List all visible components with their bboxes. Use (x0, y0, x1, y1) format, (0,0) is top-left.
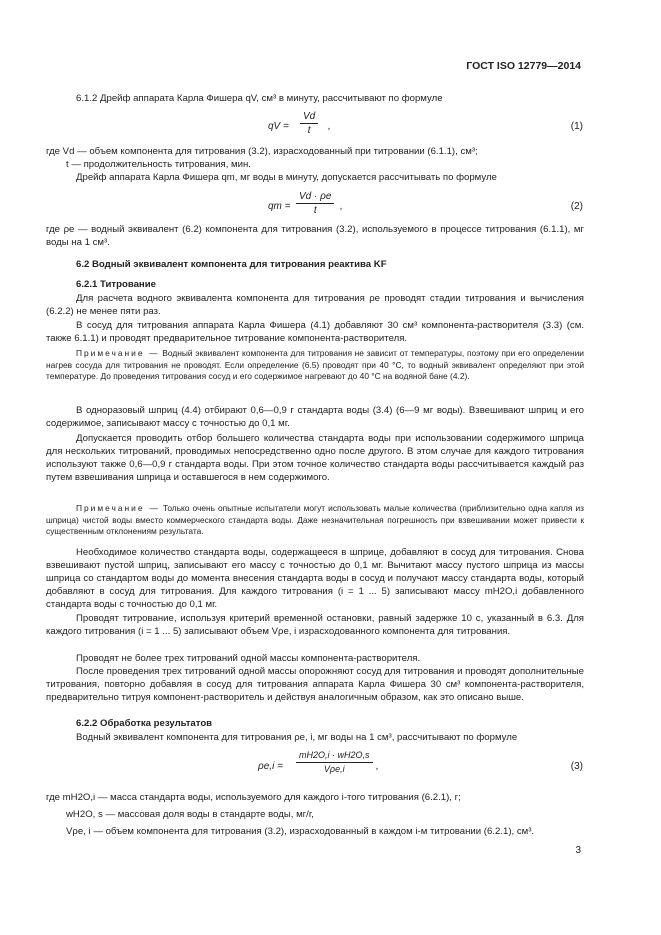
note-2-label: Примечание — (76, 503, 160, 513)
paragraph-water-equivalent: Водный эквивалент компонента для титрования ρe, i, мг воды на 1 см³, рассчитывают по формуле (76, 732, 518, 743)
paragraph-max-three: Проводят не более трех титрований одной массы компонента-растворителя. (76, 653, 421, 664)
paragraph-additional: После проведения трех титрований одной массы опорожняют сосуд для титрования и проводят дополнительные титрования, повторно добавляя в сосуд для титрования аппарата Карла Фишера 30 см³ компонента-растворителя, предварительно титруя компонент-растворитель и действуя аналогичным образом, как это описано выше. (46, 666, 584, 703)
note-2-text: Только очень опытные испытатели могут использовать малые количества (приблизительно одна капля из шприца) чистой воды вместо коммерческого стандарта воды. Даже незначительная погрешность при взвешивании может привести к существенным отклонениям результата. (46, 503, 584, 536)
formula-2-tail: , (340, 201, 343, 212)
paragraph-titration-1: Для расчета водного эквивалента компонента для титрования ρe проводят стадии титрования и вычисления (6.2.2) не менее пяти раз. (46, 293, 584, 317)
formula-3-numerator: mH2O,i · wH2O,s (296, 749, 373, 763)
formula-1-fraction (300, 110, 318, 137)
note-1-text: Водный эквивалент компонента для титрования не зависит от температуры, поэтому при его определении нагрев сосуда для титрования не проводят. Если определение (6.5) проводят при 40 °С, то водный эквивалент определяют при этой температуре. До проведения титрования сосуд и его содержимое нагревают до 40 °С на водяной бане (4.2). (46, 348, 584, 381)
formula-1-lhs: qV = (268, 121, 289, 132)
formula-2-fraction (296, 190, 334, 217)
paragraph-syringe: В одноразовый шприц (4.4) отбирают 0,6—0,9 г стандарта воды (3.4) (6—9 мг воды). Взвешивают шприц и его содержимое, записывают массу с точностью до 0,1 мг. (46, 405, 584, 429)
formula-3-tail: , (376, 761, 379, 772)
formula-2-denominator: t (313, 205, 317, 216)
where-m-h2o: где mH2O,i — масса стандарта воды, используемого для каждого i-того титрования (6.2.1), г; (46, 792, 461, 803)
note-2 (46, 503, 584, 538)
formula-3-number: (3) (570, 761, 583, 772)
paragraph-add-standard: Необходимое количество стандарта воды, содержащееся в шприце, добавляют в сосуд для титрования. Снова взвешивают пустой шприц, записывают его массу с точностью до 0,1 мг. Вычитают массу пустого шприца из массы шприца со стандартом воды до момента внесения стандарта воды в сосуд и получают массу стандарта воды, который добавляют в сосуд для титрования. Для каждого титрования (i = 1 ... 5) записывают массу mH2O,i добавленного стандарта воды с точностью до 0,1 мг. (46, 547, 584, 610)
where-t: t — продолжительность титрования, мин. (66, 159, 251, 170)
document-header: ГОСТ ISO 12779—2014 (466, 60, 581, 72)
formula-1-tail: , (328, 121, 331, 132)
paragraph-titration-2: В сосуд для титрования аппарата Карла Фишера (4.1) добавляют 30 см³ компонента-растворителя (3.3) (см. также 6.1.1) и проводят предварительное титрование компонента-растворителя. (46, 320, 584, 344)
paragraph-stop-criterion: Проводят титрование, используя критерий временной остановки, равный задержке 10 с, указанный в 6.3. Для каждого титрования (i = 1 ... 5) записывают объем Vρe, i израсходованного компонента для титрования. (46, 613, 584, 637)
formula-3-denominator: Vρe,i (323, 764, 345, 774)
formula-1-number: (1) (570, 121, 583, 132)
formula-3 (0, 749, 661, 789)
formula-2-numerator: Vd · ρe (296, 190, 334, 204)
formula-2-number: (2) (570, 201, 583, 212)
section-6-2-title: 6.2 Водный эквивалент компонента для титрования реактива KF (76, 259, 387, 270)
formula-2-lhs: qm = (268, 201, 291, 212)
paragraph-drift-qm: Дрейф аппарата Карла Фишера qm, мг воды в минуту, допускается рассчитывать по формуле (76, 172, 497, 183)
paragraph-6-1-2-intro: 6.1.2 Дрейф аппарата Карла Фишера qV, см³ в минуту, рассчитывают по формуле (76, 93, 443, 104)
where-w-h2o: wH2O, s — массовая доля воды в стандарте воды, мг/г, (66, 809, 314, 820)
where-rho-e: где ρe — водный эквивалент (6.2) компонента для титрования (3.2), используемого в процессе титрования (6.1.1), мг воды на 1 см³. (46, 224, 584, 248)
where-v-rho: Vρe, i — объем компонента для титрования (3.2), израсходованный в каждом i-м титровании (6.2.1), см³. (66, 826, 535, 837)
where-vd: где Vd — объем компонента для титрования (3.2), израсходованный при титровании (6.1.1), см³; (46, 146, 478, 157)
page-number: 3 (575, 845, 581, 856)
note-1-label: Примечание — (76, 348, 160, 358)
formula-3-fraction (296, 749, 373, 776)
formula-1-numerator: Vd (300, 110, 318, 124)
formula-3-lhs: ρe,i = (258, 761, 283, 772)
note-1 (46, 348, 584, 383)
section-6-2-2-title: 6.2.2 Обработка результатов (76, 718, 213, 729)
section-6-2-1-title: 6.2.1 Титрование (76, 279, 156, 290)
formula-1-denominator: t (307, 125, 311, 136)
formula-1 (0, 110, 661, 150)
paragraph-larger-amount: Допускается проводить отбор большего количества стандарта воды при использовании содержимого шприца для нескольких титрований, проводимых непосредственно одно после другого. В этом случае для каждого титрования используют также 0,6—0,9 г стандарта воды. При этом точное количество стандарта воды рассчитывается каждый раз путем взвешивания шприца и оставшегося в нем содержимого. (46, 433, 584, 483)
